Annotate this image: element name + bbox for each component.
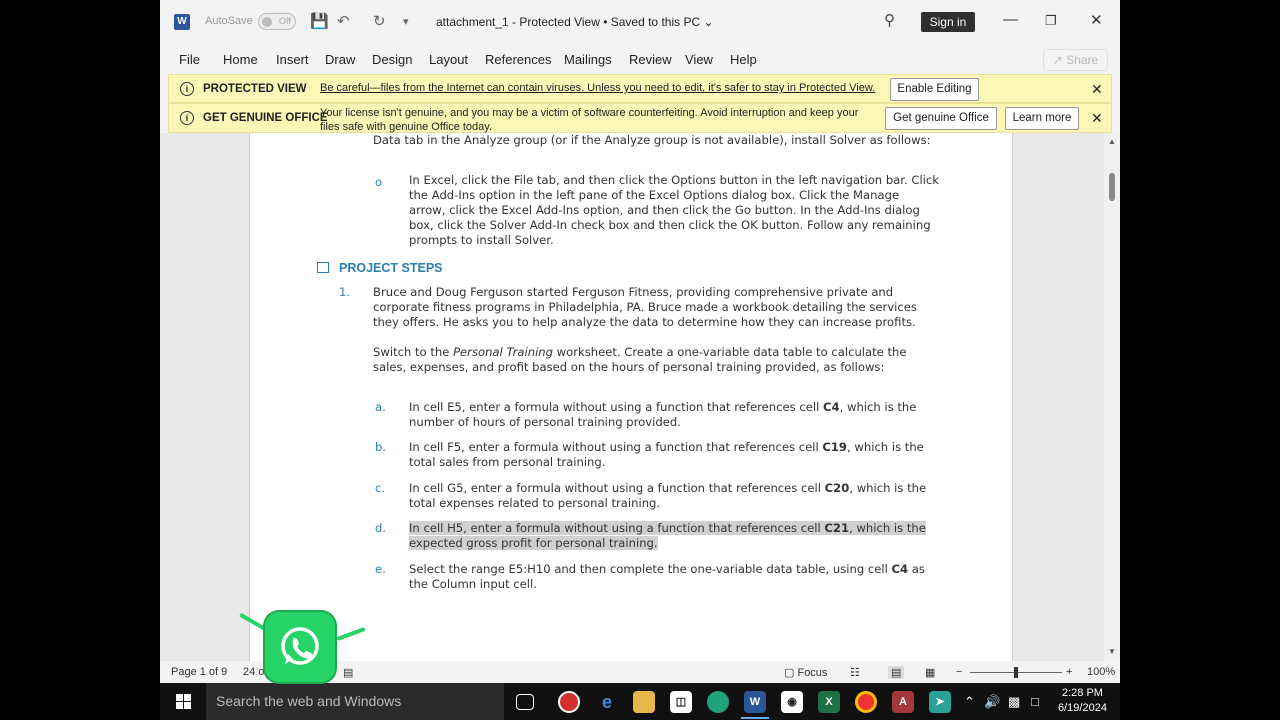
print-layout-icon[interactable]: ▤ <box>888 666 904 679</box>
share-icon: ↗ <box>1052 53 1063 67</box>
chevron-up-icon[interactable]: ⌃ <box>964 694 975 709</box>
store-icon[interactable]: ◫ <box>670 691 692 713</box>
clock[interactable] <box>1058 686 1107 716</box>
whatsapp-logo <box>265 612 335 682</box>
sign-in-button[interactable]: Sign in <box>921 12 975 32</box>
chevron-down-icon: ⌄ <box>703 15 714 29</box>
notification-icon[interactable]: □ <box>1031 694 1039 709</box>
sub-paragraph: In Excel, click the File tab, and then click the Options button in the left navigation bar. Click the Add-Ins option in the left pane of the Excel Options dialog box. Click the Manage arrow, click the Excel Add-Ins option, and then click the Go button. In the Add-Ins dialog box, click the Solver Add-In check box and then click the OK button. Follow any remaining prompts to install Solver. <box>409 173 939 247</box>
protected-view-bar <box>168 74 1112 103</box>
document-canvas[interactable] <box>160 133 1120 661</box>
item-label: b. <box>375 440 387 454</box>
document-page[interactable] <box>249 133 1013 661</box>
steps-icon <box>317 262 329 273</box>
list-item: In cell G5, enter a formula without using a function that references cell C20, which is the total expenses related to personal training. <box>409 481 927 510</box>
project-steps-heading: PROJECT STEPS <box>339 261 443 275</box>
tab-insert[interactable]: Insert <box>276 52 309 67</box>
tab-draw[interactable]: Draw <box>325 52 356 67</box>
info-icon: i <box>180 82 194 96</box>
search-icon[interactable]: ⚲ <box>884 12 895 29</box>
scroll-thumb[interactable] <box>1109 173 1115 201</box>
item-label: e. <box>375 562 386 576</box>
word-app-icon: W <box>174 14 190 30</box>
taskbar-search-input[interactable]: Search the web and Windows <box>206 683 504 720</box>
edge-legacy-icon[interactable]: e <box>601 692 612 712</box>
tab-file[interactable]: File <box>179 52 200 67</box>
focus-button[interactable]: ▢ Focus <box>784 667 828 679</box>
file-explorer-icon[interactable] <box>633 691 655 713</box>
redo-icon[interactable]: ↻ <box>373 13 386 30</box>
excel-icon[interactable]: X <box>818 691 840 713</box>
autosave-toggle[interactable]: Off <box>258 13 296 30</box>
zoom-in-icon[interactable]: + <box>1066 666 1073 678</box>
access-icon[interactable]: A <box>892 691 914 713</box>
volume-icon[interactable]: 🔊 <box>984 694 1001 709</box>
protected-view-title: PROTECTED VIEW <box>203 83 307 95</box>
enable-editing-button[interactable]: Enable Editing <box>890 78 979 101</box>
share-button[interactable]: ↗ Share <box>1043 49 1108 71</box>
read-mode-icon[interactable]: ☷ <box>850 667 860 679</box>
list-item-highlighted[interactable]: In cell H5, enter a formula without using a function that references cell C21, which is the expected gross profit for personal training. <box>409 521 926 550</box>
tab-layout[interactable]: Layout <box>429 52 469 67</box>
focus-icon: ▢ <box>784 667 795 679</box>
list-item: In cell F5, enter a formula without using a function that references cell C19, which is the total sales from personal training. <box>409 440 924 469</box>
app-icon[interactable]: ➤ <box>929 691 951 713</box>
zoom-out-icon[interactable]: − <box>956 666 963 678</box>
document-title[interactable]: attachment_1 - Protected View • Saved to this PC ⌄ <box>436 15 714 29</box>
windows-start-icon[interactable] <box>176 694 191 709</box>
customize-qat-icon[interactable]: ▾ <box>403 16 409 28</box>
title-bar <box>160 0 1120 44</box>
undo-icon[interactable]: ↶ <box>337 13 350 30</box>
tab-help[interactable]: Help <box>730 52 757 67</box>
network-icon[interactable]: ▩ <box>1008 694 1021 709</box>
tab-design[interactable]: Design <box>372 52 413 67</box>
genuine-office-bar <box>168 103 1112 133</box>
scroll-up-icon[interactable]: ▲ <box>1108 137 1116 146</box>
page-count[interactable]: Page 1 of 9 <box>171 666 228 678</box>
tab-mailings[interactable]: Mailings <box>564 52 612 67</box>
word-count[interactable]: 24 o <box>243 666 265 678</box>
task-view-icon[interactable] <box>516 694 534 710</box>
whatsapp-icon <box>277 624 323 670</box>
camera-icon[interactable]: ◉ <box>781 691 803 713</box>
active-app-indicator <box>741 717 769 719</box>
word-taskbar-icon[interactable]: W <box>744 691 766 713</box>
item-label: d. <box>375 521 387 535</box>
minimize-icon[interactable]: — <box>1003 11 1018 28</box>
genuine-office-message: Your license isn't genuine, and you may be a victim of software counterfeiting. Avoid interruption and keep your files safe with genuine Office today. <box>320 107 859 133</box>
learn-more-button[interactable]: Learn more <box>1005 107 1079 130</box>
step-number: 1. <box>339 285 351 299</box>
autosave-label: AutoSave <box>205 15 253 27</box>
close-icon[interactable]: ✕ <box>1090 12 1103 29</box>
zoom-slider-handle[interactable] <box>1014 667 1018 678</box>
close-icon[interactable]: ✕ <box>1091 81 1103 97</box>
web-layout-icon[interactable]: ▦ <box>925 667 936 679</box>
clock-time: 2:28 PM <box>1061 687 1103 699</box>
restore-icon[interactable]: ❐ <box>1045 13 1057 28</box>
windows-taskbar <box>160 683 1120 720</box>
item-label: c. <box>375 481 386 495</box>
zoom-level[interactable]: 100% <box>1087 666 1116 678</box>
recorder-icon[interactable] <box>558 691 580 713</box>
intro-paragraph: Data tab in the Analyze group (or if the Analyze group is not available), install Solver as follows: <box>373 133 931 147</box>
close-icon[interactable]: ✕ <box>1091 110 1103 126</box>
genuine-office-title: GET GENUINE OFFICE <box>203 112 328 124</box>
item-label: a. <box>375 400 386 414</box>
protected-view-message[interactable]: Be careful—files from the Internet can contain viruses. Unless you need to edit, it's safer to stay in Protected View. <box>320 82 876 94</box>
tab-references[interactable]: References <box>485 52 552 67</box>
step1-instructions: Switch to the Personal Training worksheet. Create a one-variable data table to calculate the sales, expenses, and profit based on the hours of personal training provided, as follows: <box>373 345 907 374</box>
save-icon[interactable]: 💾 <box>310 13 329 30</box>
list-item: Select the range E5:H10 and then complete the one-variable data table, using cell C4 as the Column input cell. <box>409 562 925 591</box>
chrome-icon[interactable] <box>855 691 877 713</box>
edge-icon[interactable] <box>707 691 729 713</box>
list-item: In cell E5, enter a formula without using a function that references cell C4, which is the number of hours of personal training provided. <box>409 400 917 429</box>
info-icon: i <box>180 111 194 125</box>
ribbon-tabs <box>160 44 1120 74</box>
tab-review[interactable]: Review <box>629 52 672 67</box>
scroll-down-icon[interactable]: ▼ <box>1108 647 1116 656</box>
get-genuine-office-button[interactable]: Get genuine Office <box>885 107 997 130</box>
step1-intro: Bruce and Doug Ferguson started Ferguson Fitness, providing comprehensive private and corporate fitness programs in Philadelphia, PA. Bruce made a workbook detailing the services they offers. He asks you to help analyze the data to determine how they can increase profits. <box>373 285 917 329</box>
tab-view[interactable]: View <box>685 52 713 67</box>
sub-bullet: o <box>375 175 383 189</box>
vertical-scrollbar[interactable] <box>1104 133 1120 661</box>
clock-date: 6/19/2024 <box>1058 702 1107 714</box>
proofing-icon[interactable]: ▤ <box>343 667 354 679</box>
tab-home[interactable]: Home <box>223 52 258 67</box>
